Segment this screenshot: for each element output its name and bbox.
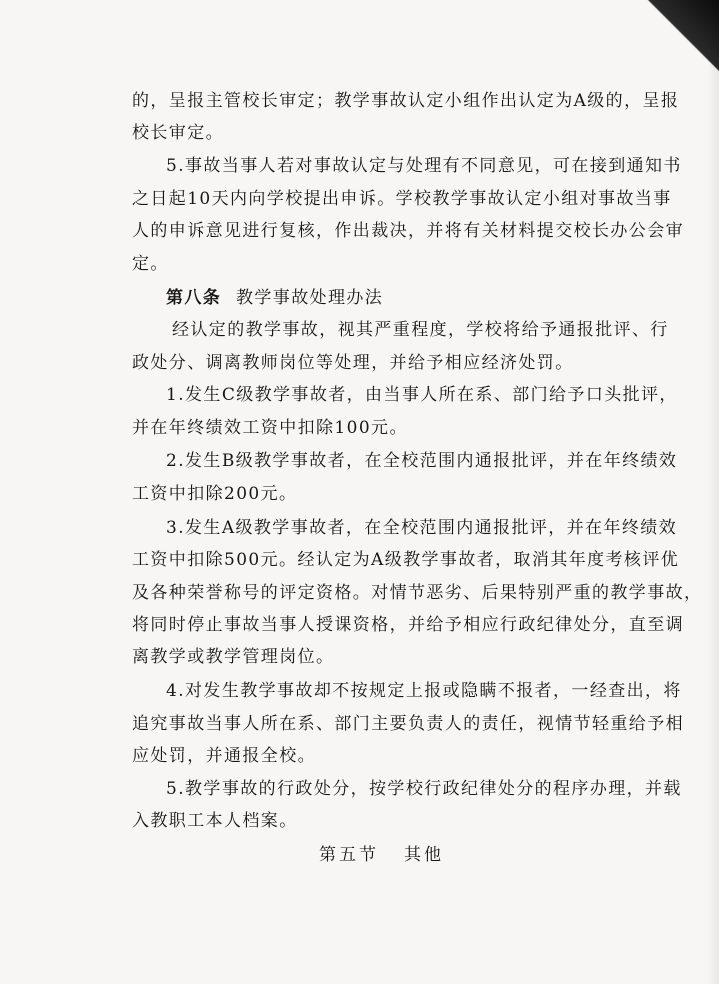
- paragraph-line: 应处罚，并通报全校。: [132, 746, 316, 766]
- paragraph-line: 5.教学事故的行政处分，按学校行政纪律处分的程序办理，并载: [166, 779, 682, 799]
- paragraph-line: 入教职工本人档案。: [132, 811, 298, 831]
- article-title: 教学事故处理办法: [236, 288, 384, 308]
- paragraph-line: 定。: [132, 254, 169, 274]
- paragraph-line: 之日起10天内向学校提出申诉。学校教学事故认定小组对事故当事: [132, 189, 672, 209]
- article-number: 第八条: [166, 288, 222, 308]
- paragraph-line: 工资中扣除200元。: [132, 484, 298, 504]
- paragraph-line: 3.发生A级教学事故者，在全校范围内通报批评，并在年终绩效: [166, 518, 678, 538]
- paragraph-line: 人的申诉意见进行复核，作出裁决，并将有关材料提交校长办公会审: [132, 221, 684, 241]
- section-number: 第五节: [319, 845, 379, 865]
- paragraph-line: 1.发生C级教学事故者，由当事人所在系、部门给予口头批评，: [166, 385, 678, 405]
- paragraph-line: 将同时停止事故当事人授课资格，并给予相应行政纪律处分，直至调: [132, 615, 684, 635]
- paragraph-line: 并在年终绩效工资中扣除100元。: [132, 418, 408, 438]
- paragraph-line: 政处分、调离教师岗位等处理，并给予相应经济处罚。: [132, 353, 574, 373]
- section-title: 其他: [404, 845, 444, 865]
- paragraph-line: 及各种荣誉称号的评定资格。对情节恶劣、后果特别严重的教学事故，: [132, 583, 703, 603]
- paragraph-line: 4.对发生教学事故却不按规定上报或隐瞒不报者，一经查出，将: [166, 681, 682, 701]
- paragraph-line: 经认定的教学事故，视其严重程度，学校将给予通报批评、行: [172, 320, 669, 340]
- paragraph-line: 工资中扣除500元。经认定为A级教学事故者，取消其年度考核评优: [132, 550, 680, 570]
- paragraph-line: 校长审定。: [132, 123, 224, 143]
- paragraph-line: 2.发生B级教学事故者，在全校范围内通报批评，并在年终绩效: [166, 451, 678, 471]
- paragraph-line: 5.事故当事人若对事故认定与处理有不同意见，可在接到通知书: [166, 156, 682, 176]
- paragraph-line: 追究事故当事人所在系、部门主要负责人的责任，视情节轻重给予相: [132, 714, 684, 734]
- paragraph-line: 离教学或教学管理岗位。: [132, 647, 335, 667]
- paragraph-line: 的，呈报主管校长审定；教学事故认定小组作出认定为A级的，呈报: [132, 91, 680, 111]
